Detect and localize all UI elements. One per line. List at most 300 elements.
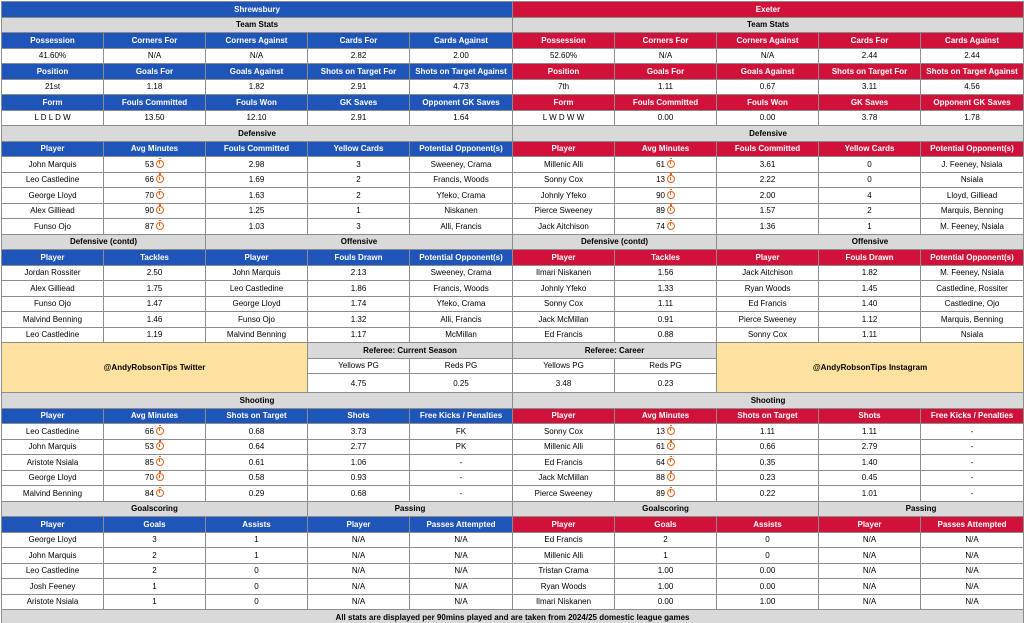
exeter-offensive-title	[717, 234, 1024, 250]
exeter-offensive-cell	[819, 312, 921, 328]
exeter-goalscoring-header	[717, 517, 819, 533]
exeter-goalscoring-cell-text: 0.00	[759, 581, 776, 591]
shrewsbury-passing-title	[308, 501, 513, 517]
exeter-shooting-cell-text: 13	[656, 426, 665, 436]
shrewsbury-defensive-cell-text: Francis, Woods	[433, 175, 489, 185]
exeter-stat-header-text: Cards Against	[945, 35, 999, 45]
shrewsbury-shooting-cell-text: 1.06	[350, 457, 367, 467]
exeter-shooting-cell-text: 0.66	[759, 442, 776, 452]
exeter-goalscoring-cell	[615, 594, 717, 610]
shrewsbury-defensive-cell-text: Funso Ojo	[34, 221, 71, 231]
shrewsbury-shooting-cell-text: -	[459, 457, 463, 467]
stopwatch-icon	[156, 489, 164, 497]
referee-current-header-text: Reds PG	[444, 361, 478, 371]
defensive-title-row	[2, 126, 1024, 142]
shrewsbury-shooting-header	[308, 408, 410, 424]
shooting-player-row	[2, 439, 1024, 455]
shrewsbury-shooting-cell	[410, 470, 513, 486]
exeter-stat-header-text: GK Saves	[850, 97, 889, 107]
shrewsbury-defensive-cell-text: 1.69	[248, 175, 265, 185]
def-contd-offensive-row	[2, 327, 1024, 343]
exeter-defensive-cell-text: Nsiala	[960, 175, 984, 185]
shrewsbury-defensive-cell-text: 2	[356, 175, 361, 185]
shrewsbury-shooting-cell-text: -	[459, 488, 463, 498]
exeter-defensive-cell-text: 61	[656, 159, 665, 169]
stopwatch-icon	[667, 458, 675, 466]
shrewsbury-defensive-cell	[104, 188, 206, 204]
stopwatch-icon	[667, 473, 675, 481]
exeter-goalscoring-title	[513, 501, 819, 517]
exeter-stat-header	[819, 33, 921, 49]
goalscoring-passing-row	[2, 548, 1024, 564]
exeter-shooting-cell-text: 2.79	[861, 442, 878, 452]
exeter-defensive-cell-text: J. Feeney, Nsiala	[941, 159, 1003, 169]
shrewsbury-offensive-cell	[308, 265, 410, 281]
team-name-row	[2, 2, 1024, 18]
shrewsbury-passing-cell	[308, 579, 410, 595]
shrewsbury-defensive-cell	[2, 203, 104, 219]
team-stats-value-row	[2, 48, 1024, 64]
exeter-goalscoring-cell	[717, 563, 819, 579]
exeter-defensive-cell-text: M. Feeney, Nsiala	[940, 221, 1004, 231]
shrewsbury-goalscoring-title-text: Goalscoring	[131, 504, 178, 514]
shrewsbury-shooting-header-text: Shots on Target	[226, 411, 287, 421]
shrewsbury-shooting-cell	[104, 455, 206, 471]
shrewsbury-stat-header-text: Opponent GK Saves	[422, 97, 500, 107]
exeter-def-contd-cell-text: Jack McMillan	[538, 314, 589, 324]
shrewsbury-stat-header	[206, 64, 308, 80]
exeter-stat-header	[921, 64, 1024, 80]
shrewsbury-shooting-cell-text: 66	[145, 426, 154, 436]
shrewsbury-offensive-cell-text: Leo Castledine	[229, 283, 284, 293]
team-stats-value-row	[2, 110, 1024, 126]
exeter-defensive-cell-text: 2.00	[759, 190, 776, 200]
stopwatch-icon	[667, 489, 675, 497]
exeter-offensive-header-text: Player	[755, 252, 780, 262]
exeter-passing-cell-text: N/A	[965, 535, 979, 545]
shrewsbury-shooting-cell-text: Aristote Nsiala	[26, 457, 79, 467]
shrewsbury-shooting-cell	[206, 470, 308, 486]
exeter-offensive-cell	[819, 281, 921, 297]
shrewsbury-defensive-cell	[2, 188, 104, 204]
stopwatch-icon	[667, 222, 675, 230]
shrewsbury-shooting-cell-text: 0.68	[248, 426, 265, 436]
exeter-stat-header-text: Possession	[541, 35, 586, 45]
shrewsbury-stat-value-text: 2.82	[350, 51, 367, 61]
shrewsbury-shooting-cell	[104, 424, 206, 440]
exeter-stat-header	[615, 33, 717, 49]
shrewsbury-goalscoring-cell	[104, 579, 206, 595]
exeter-stat-header	[717, 64, 819, 80]
shrewsbury-defensive-title-text: Defensive	[238, 128, 276, 138]
shrewsbury-goalscoring-cell	[104, 548, 206, 564]
shrewsbury-shooting-title	[2, 393, 513, 409]
shrewsbury-passing-cell-text: N/A	[351, 566, 366, 576]
shrewsbury-defensive-cell-text: George Lloyd	[28, 190, 77, 200]
defensive-player-row	[2, 157, 1024, 173]
shrewsbury-def-contd-cell-text: 1.19	[146, 330, 163, 340]
referee-current-header-text: Yellows PG	[338, 361, 379, 371]
exeter-defensive-cell	[717, 188, 819, 204]
shrewsbury-shooting-cell-text: 0.68	[350, 488, 367, 498]
shrewsbury-defensive-cell-text: 2.98	[248, 159, 265, 169]
exeter-stat-header-text: Fouls Won	[747, 97, 788, 107]
exeter-defensive-cell	[513, 172, 615, 188]
shrewsbury-goalscoring-cell-text: 1	[152, 581, 157, 591]
shrewsbury-goalscoring-header-text: Goals	[143, 519, 166, 529]
exeter-shooting-cell	[615, 424, 717, 440]
team-stats-value-row	[2, 79, 1024, 95]
shrewsbury-stat-header	[104, 64, 206, 80]
exeter-stat-header-text: Shots on Target For	[831, 66, 908, 76]
shrewsbury-defensive-cell-text: 1.03	[248, 221, 265, 231]
def-contd-offensive-header-row	[2, 250, 1024, 266]
shrewsbury-goalscoring-cell-text: George Lloyd	[28, 535, 77, 545]
referee-current-header	[410, 358, 513, 374]
exeter-goalscoring-cell	[513, 563, 615, 579]
shrewsbury-stat-header	[308, 95, 410, 111]
exeter-stat-header-text: Corners For	[642, 35, 689, 45]
exeter-stat-value-text: 0.00	[657, 113, 674, 123]
exeter-passing-title-text: Passing	[905, 504, 937, 514]
shrewsbury-passing-cell	[410, 532, 513, 548]
exeter-offensive-cell	[717, 265, 819, 281]
shrewsbury-shooting-cell-text: 53	[145, 442, 154, 452]
shrewsbury-stat-value	[206, 48, 308, 64]
exeter-defensive-cell	[717, 219, 819, 235]
stats-sheet	[1, 1, 1023, 622]
exeter-stat-value-text: N/A	[760, 51, 775, 61]
shrewsbury-stat-value-text: 21st	[44, 82, 61, 92]
shrewsbury-stat-value	[104, 48, 206, 64]
exeter-defensive-cell	[819, 188, 921, 204]
shrewsbury-goalscoring-cell	[2, 579, 104, 595]
shrewsbury-passing-title-text: Passing	[394, 504, 426, 514]
exeter-goalscoring-cell	[513, 532, 615, 548]
shrewsbury-offensive-cell-text: Malvind Benning	[226, 330, 287, 340]
exeter-defensive-cell	[513, 157, 615, 173]
shrewsbury-defensive-cell	[206, 203, 308, 219]
exeter-passing-cell-text: N/A	[965, 597, 979, 607]
exeter-offensive-cell	[819, 265, 921, 281]
shrewsbury-def-contd-cell	[2, 312, 104, 328]
exeter-stat-value-text: 52.60%	[549, 51, 578, 61]
exeter-stat-value-text: 2.44	[861, 51, 878, 61]
exeter-stat-value	[513, 79, 615, 95]
shrewsbury-def-contd-cell-text: 1.47	[146, 299, 163, 309]
exeter-passing-cell-text: N/A	[965, 566, 979, 576]
def-contd-offensive-row	[2, 265, 1024, 281]
exeter-shooting-header-text: Avg Minutes	[641, 411, 690, 421]
shrewsbury-defensive-cell	[206, 219, 308, 235]
shrewsbury-shooting-cell	[308, 455, 410, 471]
shrewsbury-stat-value-text: 4.73	[453, 82, 469, 92]
exeter-offensive-cell-text: Castledine, Ojo	[944, 299, 1000, 309]
exeter-defensive-header-text: Potential Opponent(s)	[930, 144, 1014, 154]
exeter-stat-value-text: 3.11	[862, 82, 877, 92]
shrewsbury-shooting-cell	[206, 424, 308, 440]
shrewsbury-def-contd-cell	[2, 281, 104, 297]
exeter-stat-value	[513, 110, 615, 126]
shrewsbury-passing-cell-text: N/A	[351, 535, 366, 545]
shooting-player-row	[2, 455, 1024, 471]
exeter-passing-cell-text: N/A	[965, 550, 979, 560]
exeter-shooting-header-text: Shots	[858, 411, 881, 421]
shrewsbury-def-contd-title-text: Defensive (contd)	[69, 237, 138, 247]
shrewsbury-defensive-cell	[104, 172, 206, 188]
shrewsbury-shooting-cell	[206, 486, 308, 502]
shrewsbury-passing-cell-text: N/A	[454, 535, 468, 545]
referee-current-header	[308, 358, 410, 374]
exeter-defensive-cell-text: 90	[656, 190, 665, 200]
exeter-goalscoring-cell	[717, 532, 819, 548]
shrewsbury-goalscoring-cell-text: Leo Castledine	[25, 566, 80, 576]
exeter-shooting-cell-text: 64	[656, 457, 665, 467]
exeter-stat-header	[921, 33, 1024, 49]
exeter-passing-cell	[819, 594, 921, 610]
shrewsbury-goalscoring-cell	[104, 532, 206, 548]
stopwatch-icon	[156, 206, 164, 214]
shrewsbury-offensive-cell-text: McMillan	[445, 330, 477, 340]
exeter-shooting-cell	[819, 486, 921, 502]
shrewsbury-offensive-title-text: Offensive	[340, 237, 378, 247]
exeter-stat-header	[615, 64, 717, 80]
shrewsbury-offensive-header-text: Fouls Drawn	[334, 252, 383, 262]
exeter-shooting-cell-text: -	[970, 426, 974, 436]
shrewsbury-def-contd-cell-text: Leo Castledine	[25, 330, 80, 340]
shrewsbury-shooting-cell-text: 2.77	[350, 442, 367, 452]
stopwatch-icon	[156, 175, 164, 183]
shrewsbury-def-contd-header-text: Tackles	[140, 252, 169, 262]
referee-current-value	[410, 374, 513, 393]
exeter-passing-cell	[921, 579, 1024, 595]
stopwatch-icon	[667, 427, 675, 435]
shrewsbury-stat-value-text: 12.10	[246, 113, 267, 123]
shrewsbury-passing-cell-text: N/A	[351, 581, 366, 591]
exeter-defensive-header	[819, 141, 921, 157]
shrewsbury-defensive-cell-text: 87	[145, 221, 154, 231]
exeter-offensive-cell	[717, 296, 819, 312]
shrewsbury-offensive-cell-text: 1.32	[350, 314, 367, 324]
exeter-passing-cell	[819, 548, 921, 564]
shrewsbury-passing-cell	[308, 548, 410, 564]
shrewsbury-stat-header	[410, 33, 513, 49]
exeter-stat-value-text: 7th	[557, 82, 570, 92]
exeter-shooting-cell-text: 1.11	[760, 426, 775, 436]
shrewsbury-stat-value-text: N/A	[249, 51, 264, 61]
shrewsbury-defensive-cell-text: Alex Gilliead	[30, 206, 75, 216]
shrewsbury-offensive-header	[206, 250, 308, 266]
exeter-def-contd-cell-text: 1.33	[657, 283, 674, 293]
shrewsbury-goalscoring-header	[104, 517, 206, 533]
exeter-offensive-cell-text: Pierce Sweeney	[738, 314, 797, 324]
shrewsbury-shooting-header-text: Avg Minutes	[130, 411, 179, 421]
exeter-def-contd-cell	[615, 327, 717, 343]
shrewsbury-passing-cell-text: N/A	[351, 550, 366, 560]
exeter-passing-cell-text: N/A	[862, 550, 877, 560]
shrewsbury-offensive-cell-text: Sweeney, Crama	[430, 268, 492, 278]
shrewsbury-shooting-cell-text: FK	[455, 426, 467, 436]
exeter-offensive-cell-text: 1.12	[861, 314, 878, 324]
shrewsbury-goalscoring-header	[2, 517, 104, 533]
shrewsbury-offensive-cell	[206, 327, 308, 343]
footer-note	[2, 610, 1024, 623]
exeter-passing-cell-text: N/A	[965, 581, 979, 591]
shrewsbury-offensive-header-text: Player	[244, 252, 269, 262]
shrewsbury-goalscoring-cell	[2, 563, 104, 579]
exeter-goalscoring-cell-text: 1.00	[657, 581, 674, 591]
shrewsbury-shooting-cell-text: -	[459, 473, 463, 483]
shrewsbury-stat-header	[308, 64, 410, 80]
exeter-shooting-cell	[921, 486, 1024, 502]
exeter-passing-cell	[921, 563, 1024, 579]
exeter-shooting-cell	[513, 470, 615, 486]
exeter-stat-header-text: Shots on Target Against	[926, 66, 1018, 76]
shrewsbury-stat-value-text: 2.00	[453, 51, 469, 61]
shrewsbury-shooting-cell-text: 84	[145, 488, 154, 498]
stopwatch-icon	[667, 175, 675, 183]
exeter-goalscoring-title-text: Goalscoring	[642, 504, 689, 514]
shrewsbury-offensive-cell	[308, 281, 410, 297]
shrewsbury-shooting-cell	[410, 439, 513, 455]
shrewsbury-defensive-cell	[2, 219, 104, 235]
shrewsbury-goalscoring-cell-text: 2	[152, 550, 157, 560]
shrewsbury-def-contd-cell	[2, 296, 104, 312]
exeter-defensive-cell	[921, 188, 1024, 204]
exeter-shooting-cell-text: Jack McMillan	[538, 473, 589, 483]
referee-career-header	[513, 358, 615, 374]
exeter-stat-header	[513, 64, 615, 80]
exeter-def-contd-cell	[615, 265, 717, 281]
exeter-def-contd-cell	[615, 312, 717, 328]
exeter-shooting-cell	[513, 439, 615, 455]
shrewsbury-defensive-cell	[410, 188, 513, 204]
exeter-defensive-cell-text: Pierce Sweeney	[534, 206, 593, 216]
shrewsbury-goalscoring-title	[2, 501, 308, 517]
shrewsbury-defensive-cell	[206, 157, 308, 173]
shrewsbury-defensive-cell-text: Leo Castledine	[25, 175, 80, 185]
exeter-offensive-cell	[717, 327, 819, 343]
shrewsbury-offensive-cell	[206, 281, 308, 297]
exeter-def-contd-cell-text: 1.56	[657, 268, 674, 278]
exeter-shooting-cell	[513, 424, 615, 440]
shrewsbury-stat-value-text: 2.91	[350, 82, 367, 92]
exeter-offensive-cell-text: 1.82	[861, 268, 878, 278]
exeter-shooting-cell	[717, 424, 819, 440]
referee-current-value	[308, 374, 410, 393]
exeter-shooting-cell-text: Sonny Cox	[543, 426, 584, 436]
referee-current-title	[308, 343, 513, 359]
exeter-offensive-cell-text: Nsiala	[960, 330, 984, 340]
exeter-stat-value-text: 0.00	[759, 113, 776, 123]
exeter-shooting-header-text: Shots on Target	[737, 411, 798, 421]
exeter-passing-cell	[819, 563, 921, 579]
shrewsbury-defensive-cell-text: Sweeney, Crama	[430, 159, 492, 169]
exeter-stat-header	[819, 95, 921, 111]
exeter-def-contd-title-text: Defensive (contd)	[580, 237, 649, 247]
shooting-player-row	[2, 424, 1024, 440]
defensive-player-row	[2, 203, 1024, 219]
exeter-defensive-cell-text: 2.22	[759, 175, 776, 185]
shrewsbury-shooting-cell-text: Leo Castledine	[25, 426, 80, 436]
exeter-shooting-cell	[615, 486, 717, 502]
exeter-passing-header-text: Passes Attempted	[937, 519, 1007, 529]
exeter-def-contd-header	[615, 250, 717, 266]
shrewsbury-goalscoring-header-text: Player	[40, 519, 65, 529]
shrewsbury-goalscoring-cell	[206, 532, 308, 548]
shrewsbury-stat-value	[2, 79, 104, 95]
shrewsbury-shooting-cell	[2, 439, 104, 455]
shrewsbury-stat-value	[410, 110, 513, 126]
shrewsbury-passing-cell-text: N/A	[351, 597, 366, 607]
instagram-promo	[717, 343, 1024, 393]
footer-note-text: All stats are displayed per 90mins played and are taken from 2024/25 domestic league games	[335, 612, 690, 622]
exeter-shooting-title	[513, 393, 1024, 409]
shrewsbury-stat-header	[104, 33, 206, 49]
stopwatch-icon	[156, 442, 164, 450]
shrewsbury-offensive-cell	[410, 327, 513, 343]
exeter-offensive-cell-text: 1.45	[861, 283, 878, 293]
exeter-shooting-cell-text: 89	[656, 488, 665, 498]
shrewsbury-goalscoring-cell-text: Aristote Nsiala	[26, 597, 79, 607]
shrewsbury-defensive-cell	[104, 219, 206, 235]
shrewsbury-stat-value	[206, 110, 308, 126]
exeter-defensive-cell	[615, 188, 717, 204]
shrewsbury-stat-header-text: Cards For	[339, 35, 378, 45]
exeter-def-contd-title	[513, 234, 717, 250]
exeter-defensive-cell	[615, 203, 717, 219]
exeter-stat-value	[819, 79, 921, 95]
exeter-shooting-cell-text: Pierce Sweeney	[534, 488, 593, 498]
shrewsbury-shooting-cell	[104, 439, 206, 455]
exeter-goalscoring-header	[513, 517, 615, 533]
exeter-def-contd-cell-text: Ilmari Niskanen	[535, 268, 592, 278]
shrewsbury-stat-header	[410, 95, 513, 111]
exeter-passing-cell-text: N/A	[862, 535, 877, 545]
shrewsbury-stat-header	[206, 33, 308, 49]
shrewsbury-stat-value	[308, 79, 410, 95]
shrewsbury-passing-cell	[410, 594, 513, 610]
shrewsbury-stat-value-text: 2.91	[350, 113, 367, 123]
exeter-stat-value	[921, 110, 1024, 126]
shrewsbury-stat-value	[410, 79, 513, 95]
shrewsbury-stat-header-text: Position	[36, 66, 69, 76]
exeter-offensive-cell-text: 1.11	[862, 330, 877, 340]
shrewsbury-shooting-cell	[308, 470, 410, 486]
def-contd-offensive-title-row	[2, 234, 1024, 250]
exeter-defensive-cell	[717, 172, 819, 188]
exeter-shooting-cell-text: 0.35	[759, 457, 776, 467]
exeter-stat-value-text: 4.56	[964, 82, 980, 92]
shrewsbury-goalscoring-cell	[2, 532, 104, 548]
exeter-stat-value-text: N/A	[658, 51, 673, 61]
exeter-shooting-cell-text: 0.23	[759, 473, 776, 483]
shrewsbury-stat-value	[2, 48, 104, 64]
exeter-defensive-cell	[615, 172, 717, 188]
exeter-offensive-cell	[921, 327, 1024, 343]
referee-career-value	[513, 374, 615, 393]
exeter-goalscoring-header-text: Goals	[654, 519, 677, 529]
shrewsbury-defensive-title	[2, 126, 513, 142]
shrewsbury-goalscoring-cell-text: Josh Feeney	[29, 581, 76, 591]
exeter-offensive-cell-text: Sonny Cox	[747, 330, 788, 340]
shrewsbury-goalscoring-cell	[104, 563, 206, 579]
shrewsbury-shooting-cell-text: 0.64	[248, 442, 265, 452]
shrewsbury-stat-header-text: Fouls Committed	[121, 97, 188, 107]
shrewsbury-defensive-cell-text: 3	[356, 221, 361, 231]
shooting-header-row	[2, 408, 1024, 424]
exeter-def-contd-cell	[615, 281, 717, 297]
